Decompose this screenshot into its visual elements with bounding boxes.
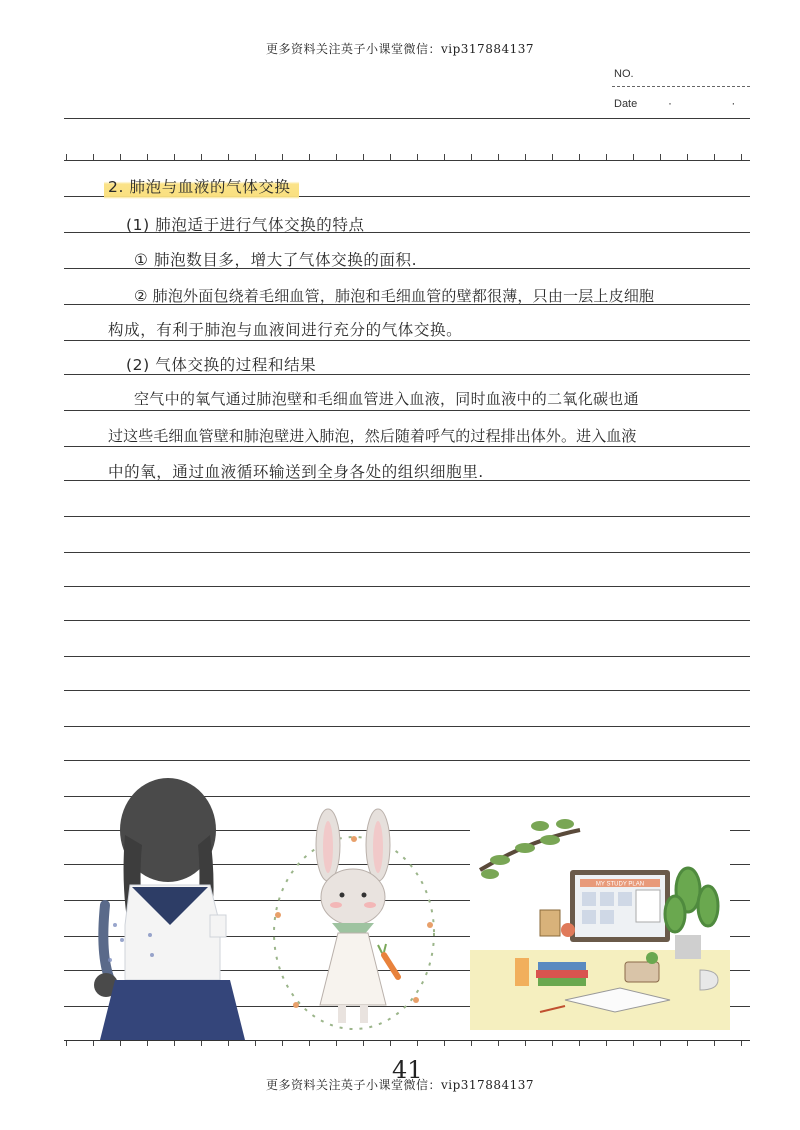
subheading-process: (2) 气体交换的过程和结果 [126,356,317,374]
watermark-top: 更多资料关注英子小课堂微信：vip317884137 [265,42,534,56]
ruled-line [64,160,750,161]
section-heading: 2. 肺泡与血液的气体交换 [108,178,291,196]
ruled-line [64,760,750,761]
bunny-illustration [266,805,441,1035]
ruled-line [64,410,750,411]
ruler-tick [498,154,499,160]
paragraph-line-b: 过这些毛细血管壁和肺泡壁进入肺泡，然后随着呼气的过程排出体外。进入血液 [108,427,637,445]
header-dashed-line [612,86,750,87]
point-two-line-a: ② 肺泡外面包绕着毛细血管，肺泡和毛细血管的壁都很薄，只由一层上皮细胞 [134,287,655,305]
ruler-tick [660,154,661,160]
header-date-label: Date [614,98,638,110]
ruled-line [64,620,750,621]
ruled-line [64,656,750,657]
ruled-line [64,586,750,587]
bottom-rule [64,1040,750,1041]
ruler-tick [336,154,337,160]
ruler-tick [417,154,418,160]
ruler-tick [525,154,526,160]
ruler-tick [201,154,202,160]
heading-highlight [104,174,299,199]
ruled-line [64,340,750,341]
ruler-tick [228,154,229,160]
ruled-line [64,118,750,119]
point-one: ① 肺泡数目多，增大了气体交换的面积. [134,251,418,269]
ruler-tick [606,154,607,160]
ruled-line [64,516,750,517]
ruler-tick [579,154,580,160]
ruler-tick [93,154,94,160]
paragraph-line-a: 空气中的氧气通过肺泡壁和毛细血管进入血液，同时血液中的二氧化碳也通 [134,390,639,408]
header-date-dots: · · [668,96,764,110]
ruler-tick [741,154,742,160]
ruled-line [64,552,750,553]
ruled-line [64,690,750,691]
ruled-line [64,726,750,727]
ruler-tick [714,154,715,160]
girl-illustration [70,775,250,1040]
ruler-tick [174,154,175,160]
paragraph-line-c: 中的氧，通过血液循环输送到全身各处的组织细胞里. [108,463,484,481]
ruler-tick [633,154,634,160]
watermark-bottom: 更多资料关注英子小课堂微信：vip317884137 [265,1078,534,1092]
desk-board-title: MY STUDY PLAN [595,881,645,888]
ruler-tick [471,154,472,160]
point-two-line-b: 构成，有利于肺泡与血液间进行充分的气体交换。 [108,321,463,339]
ruler-ticks-top [66,154,746,160]
ruler-tick [552,154,553,160]
ruler-tick [687,154,688,160]
ruler-tick [255,154,256,160]
ruler-tick [147,154,148,160]
ruler-tick [390,154,391,160]
ruled-line [64,446,750,447]
ruler-tick [309,154,310,160]
ruler-tick [282,154,283,160]
ruler-tick [363,154,364,160]
ruler-tick [120,154,121,160]
ruler-tick [444,154,445,160]
header-no-label: NO. [614,68,634,80]
desk-illustration [470,810,730,1030]
ruler-tick [66,154,67,160]
page-number: 41 [392,1056,423,1084]
subheading-features: (1) 肺泡适于进行气体交换的特点 [126,216,365,234]
